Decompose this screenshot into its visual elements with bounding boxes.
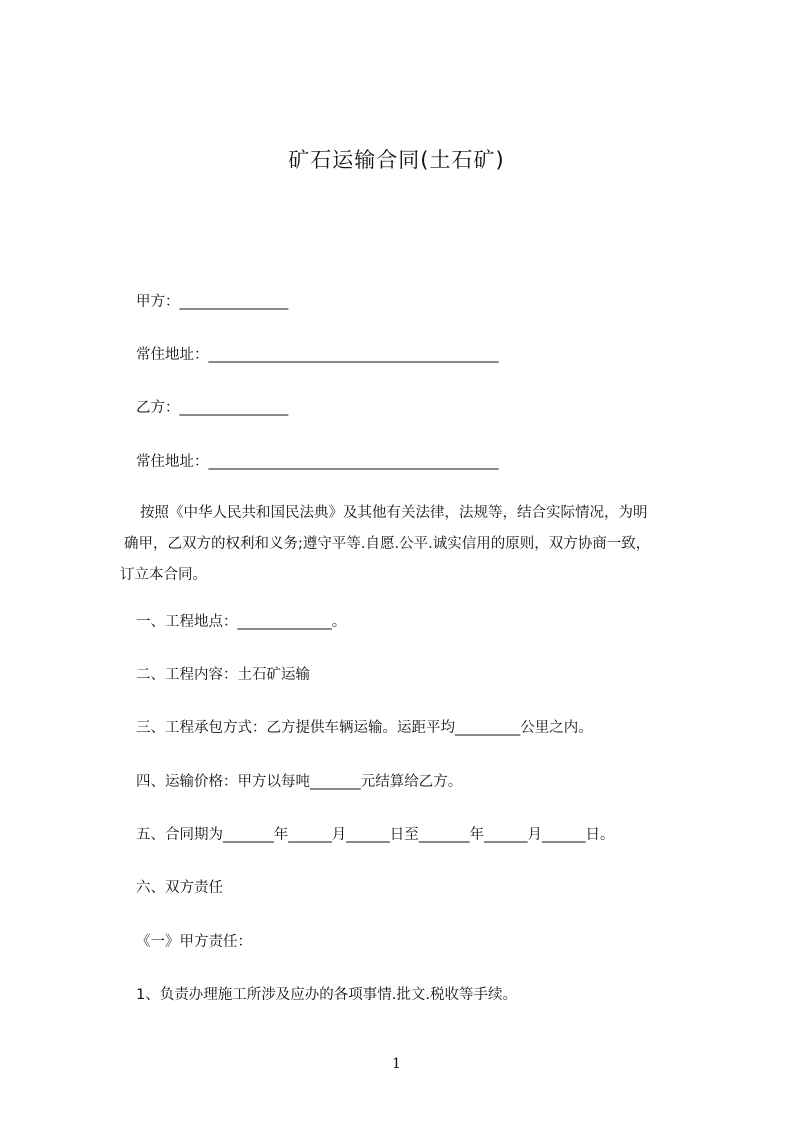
clause-responsibilities: 六、双方责任 [136, 880, 223, 896]
party-b-field: 乙方：_______________ [136, 400, 289, 416]
party-a-field: 甲方：_______________ [136, 294, 289, 310]
clause-contract-method: 三、工程承包方式：乙方提供车辆运输。运距平均_________公里之内。 [136, 720, 593, 736]
clause-location: 一、工程地点：_____________。 [136, 614, 347, 630]
clause-price: 四、运输价格：甲方以每吨_______元结算给乙方。 [136, 774, 463, 790]
party-a-address-field: 常住地址：________________________________________ [136, 347, 499, 363]
clause-content: 二、工程内容：土石矿运输 [136, 667, 310, 683]
preamble-line-1: 按照《中华人民共和国民法典》及其他有关法律，法规等，结合实际情况，为明 [140, 505, 648, 521]
document-title: 矿石运输合同(土石矿) [288, 148, 505, 172]
preamble-line-3: 订立本合同。 [120, 567, 207, 583]
party-b-address-field: 常住地址：________________________________________ [136, 454, 499, 470]
preamble-line-2: 确甲，乙双方的权利和义务;遵守平等.自愿.公平.诚实信用的原则，双方协商一致， [124, 536, 651, 552]
responsibility-item-1: 1、负责办理施工所涉及应办的各项事情.批文.税收等手续。 [136, 987, 517, 1003]
preamble-paragraph [120, 498, 710, 591]
party-a-responsibilities-heading: 《一》甲方责任： [136, 934, 252, 950]
clause-period: 五、合同期为_______年______月______日至_______年______月______日。 [136, 827, 615, 843]
page-number: 1 [392, 1056, 401, 1072]
